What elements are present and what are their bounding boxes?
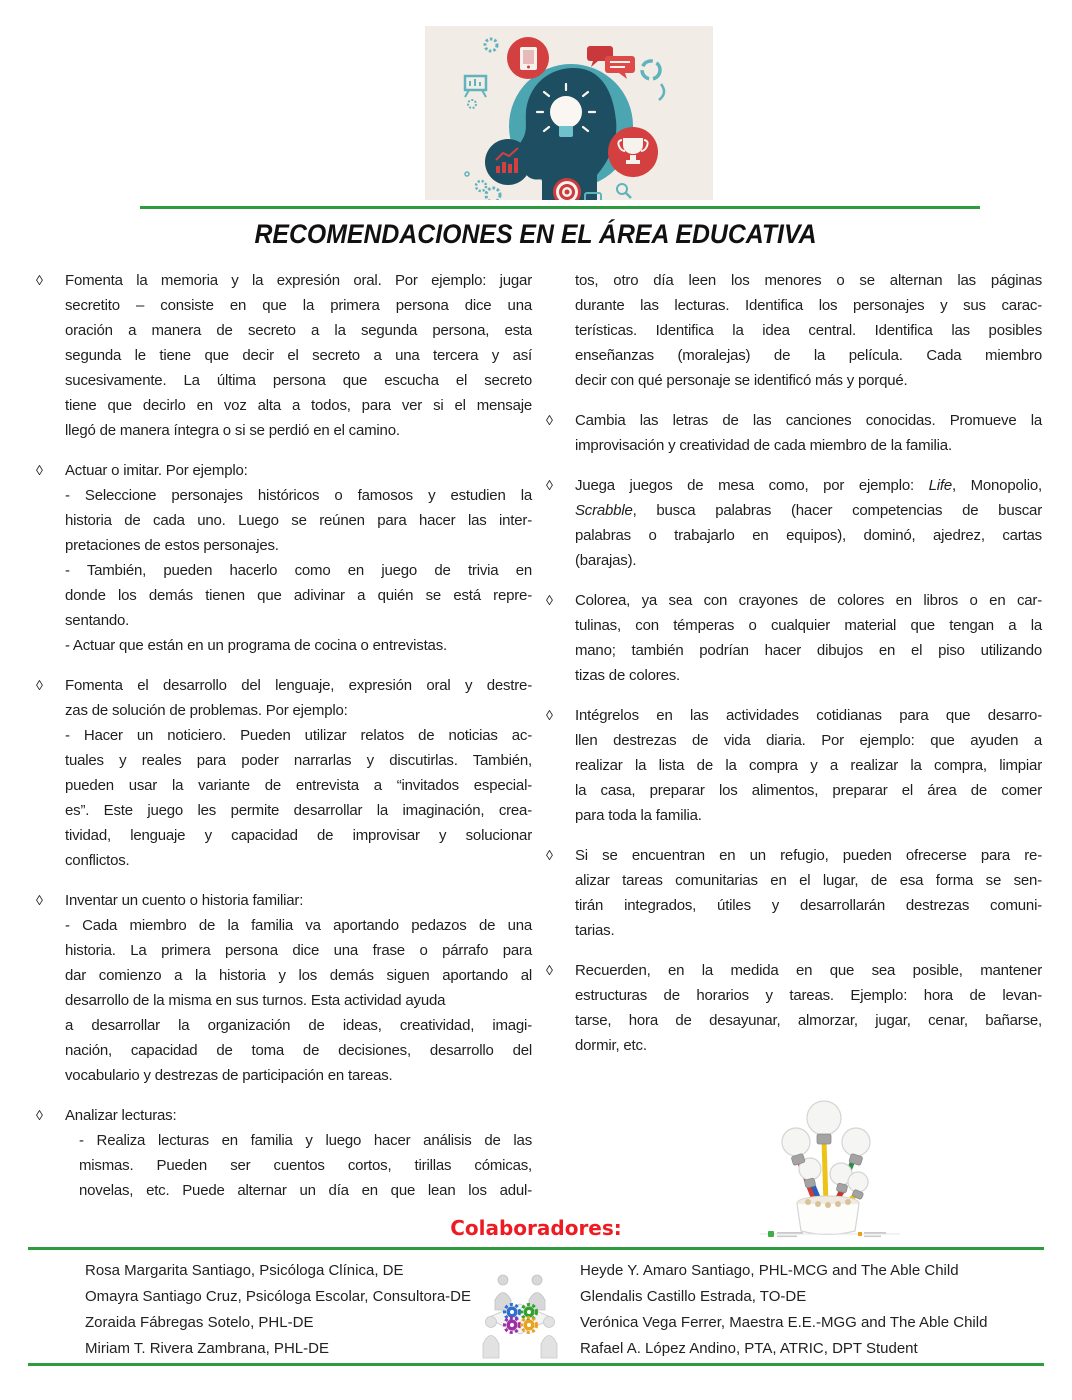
text-line: alizar tareas comunitarias en el lugar, de esa forma se sen- — [575, 872, 1042, 889]
bullet-item — [546, 268, 1042, 393]
diamond-bullet-icon: ◊ — [36, 462, 43, 478]
thinking-head-illustration — [425, 26, 713, 200]
bullet-item — [546, 473, 1042, 573]
text-line: Analizar lecturas: — [65, 1107, 177, 1124]
text-line: llen destrezas de vida diaria. Por ejemplo: que ayuden a — [575, 732, 1042, 749]
text-line: tiene que decirlo en voz alta a todos, para ver si el mensaje — [65, 397, 532, 414]
collaborators-label: Colaboradores: — [450, 1216, 622, 1240]
bullet-item-text — [65, 673, 532, 873]
text-line: novelas, etc. Puede alternar un día en que lean los adul- — [79, 1182, 532, 1199]
text-line: Intégrelos en las actividades cotidianas para que desarro- — [575, 707, 1042, 724]
text-line: a desarrollar la organización de ideas, creatividad, imagi- — [65, 1017, 532, 1034]
text-line: para toda la familia. — [575, 807, 702, 824]
bullet-item — [36, 268, 532, 443]
text-line: durante las lecturas. Identifica los personajes y sus carac- — [575, 297, 1042, 314]
text-line: tos, otro día leen los menores o se alternan las páginas — [575, 272, 1042, 289]
text-line: Colorea, ya sea con crayones de colores en libros o en car- — [575, 592, 1042, 609]
diamond-bullet-icon: ◊ — [36, 1107, 43, 1123]
footer-name: Rafael A. López Andino, PTA, ATRIC, DPT Student — [580, 1340, 918, 1357]
text-line: Actuar o imitar. Por ejemplo: — [65, 462, 248, 479]
diamond-bullet-icon: ◊ — [546, 847, 553, 863]
diamond-bullet-icon: ◊ — [36, 272, 43, 288]
text-line: realizar la lista de la compra y a realizar la compra, limpiar — [575, 757, 1042, 774]
text-line: es”. Este juego les permite desarrollar la imaginación, crea- — [65, 802, 532, 819]
text-line: nación, capacidad de toma de decisiones, desarrollo del — [65, 1042, 532, 1059]
footer-name: Rosa Margarita Santiago, Psicóloga Clínica, DE — [85, 1262, 404, 1279]
bullet-item — [36, 673, 532, 873]
diamond-bullet-icon: ◊ — [36, 892, 43, 908]
bullet-item-text — [575, 588, 1042, 688]
text-line: Recuerden, en la medida en que sea posible, mantener — [575, 962, 1042, 979]
text-line: historia de cada uno. Luego se reúnen para hacer las inter- — [65, 512, 532, 529]
text-line: - Realiza lecturas en familia y luego hacer análisis de las — [79, 1132, 532, 1149]
text-line: dar comienzo a la historia y los demás siguen aportando al — [65, 967, 532, 984]
text-line: Juega juegos de mesa como, por ejemplo: Life, Monopolio, — [575, 477, 1042, 494]
text-line: - Actuar que están en un programa de cocina o entrevistas. — [65, 637, 447, 654]
text-line: - También, pueden hacerlo como en juego de trivia en — [65, 562, 532, 579]
diamond-bullet-icon: ◊ — [546, 592, 553, 608]
bullet-item — [546, 843, 1042, 943]
footer-name: Omayra Santiago Cruz, Psicóloga Escolar, Consultora-DE — [85, 1288, 472, 1305]
footer-top-line — [28, 1247, 1044, 1250]
text-line: Fomenta la memoria y la expresión oral. Por ejemplo: jugar — [65, 272, 532, 289]
left-column — [36, 268, 532, 1218]
text-line: (barajas). — [575, 552, 637, 569]
bullet-item — [36, 458, 532, 658]
text-line: donde los demás tienen que adivinar a quién se está repre- — [65, 587, 532, 604]
right-column — [546, 268, 1042, 1073]
text-line: zas de solución de problemas. Por ejemplo: — [65, 702, 348, 719]
bullet-item-text — [65, 1103, 532, 1203]
bullet-item-text — [575, 843, 1042, 943]
footer-names-left — [85, 1262, 485, 1366]
text-line: sentando. — [65, 612, 130, 629]
text-line: enseñanzas (moralejas) de la película. Cada miembro — [575, 347, 1042, 364]
text-line: - Hacer un noticiero. Pueden utilizar relatos de noticias ac- — [65, 727, 532, 744]
diamond-bullet-icon: ◊ — [36, 677, 43, 693]
footer-name: Verónica Vega Ferrer, Maestra E.E.-MGG and The Able Child — [580, 1314, 988, 1331]
text-line: conflictos. — [65, 852, 130, 869]
bullet-item — [546, 958, 1042, 1058]
thinking-head-illustration-svg — [425, 26, 713, 200]
text-line: llegó de manera íntegra o si se perdió en el camino. — [65, 422, 400, 439]
page-title: RECOMENDACIONES EN EL ÁREA EDUCATIVA — [254, 219, 818, 249]
diamond-bullet-icon: ◊ — [546, 412, 553, 428]
bullet-item-text — [65, 458, 532, 658]
bullet-item-text — [65, 888, 532, 1088]
text-line: estructuras de horarios y tareas. Ejemplo: hora de levan- — [575, 987, 1042, 1004]
text-line: mano; también podrían hacer dibujos en el piso utilizando — [575, 642, 1042, 659]
diamond-bullet-icon: ◊ — [546, 477, 553, 493]
text-line: - Cada miembro de la familia va aportando pedazos de una — [65, 917, 532, 934]
bullet-item-text — [575, 473, 1042, 573]
diamond-bullet-icon — [546, 268, 575, 393]
text-line: tizas de colores. — [575, 667, 680, 684]
bullet-item-text — [575, 268, 1042, 393]
lightbulbs-illustration — [760, 1085, 905, 1235]
text-line: tarias. — [575, 922, 615, 939]
text-line: historia. La primera persona dice una frase o párrafo para — [65, 942, 532, 959]
text-line: tulinas, con témperas o cualquier material que tengan a la — [575, 617, 1042, 634]
footer-name: Glendalis Castillo Estrada, TO-DE — [580, 1288, 807, 1305]
text-line: la casa, preparar los alimentos, preparar el área de comer — [575, 782, 1042, 799]
bullet-item — [36, 888, 532, 1088]
text-line: oración a manera de secreto a la segunda persona, esta — [65, 322, 532, 339]
text-line: sucesivamente. La última persona que escucha el secreto — [65, 372, 532, 389]
footer-bottom-line — [28, 1363, 1044, 1366]
text-line: mismas. Pueden ser cuentos cortos, tirillas cómicas, — [79, 1157, 532, 1174]
bullet-item-text — [575, 408, 1042, 458]
text-line: tividad, lenguaje y capacidad de improvisar y solucionar — [65, 827, 532, 844]
bullet-item-text — [65, 268, 532, 443]
bullet-item — [546, 408, 1042, 458]
text-line: improvisación y creatividad de cada miembro de la familia. — [575, 437, 952, 454]
text-line: Inventar un cuento o historia familiar: — [65, 892, 304, 909]
text-line: Fomenta el desarrollo del lenguaje, expresión oral y destre- — [65, 677, 532, 694]
text-line: - Seleccione personajes históricos o famosos y estudien la — [65, 487, 532, 504]
text-line: tirán integrados, útiles y desarrollarán destrezas comuni- — [575, 897, 1042, 914]
diamond-bullet-icon: ◊ — [546, 707, 553, 723]
bullet-item — [36, 1103, 532, 1203]
bullet-item — [546, 703, 1042, 828]
top-divider-line — [140, 206, 980, 209]
teamwork-gears-illustration — [477, 1270, 563, 1360]
text-line: pueden usar la variante de entrevista a “invitados especial- — [65, 777, 532, 794]
bullet-item-text — [575, 703, 1042, 828]
text-line: pretaciones de estos personajes. — [65, 537, 279, 554]
diamond-bullet-icon: ◊ — [546, 962, 553, 978]
text-line: desarrollo de la misma en sus turnos. Esta actividad ayuda — [65, 992, 446, 1009]
bullet-item-text — [575, 958, 1042, 1058]
bullet-item — [546, 588, 1042, 688]
text-line: decir con qué personaje se identificó más y porqué. — [575, 372, 908, 389]
text-line: tuales y reales para poder narrarlas y discutirlas. También, — [65, 752, 532, 769]
text-line: Scrabble, busca palabras (hacer competencias de buscar — [575, 502, 1042, 519]
footer-name: Heyde Y. Amaro Santiago, PHL-MCG and The Able Child — [580, 1262, 959, 1279]
text-line: tarse, hora de desayunar, almorzar, jugar, cenar, bañarse, — [575, 1012, 1042, 1029]
text-line: Si se encuentran en un refugio, pueden ofrecerse para re- — [575, 847, 1042, 864]
teamwork-gears-illustration-svg — [477, 1270, 563, 1360]
footer-name: Zoraida Fábregas Sotelo, PHL-DE — [85, 1314, 314, 1331]
text-line: vocabulario y destrezas de participación en tareas. — [65, 1067, 393, 1084]
text-line: palabras o trabajarlo en equipos), dominó, ajedrez, cartas — [575, 527, 1042, 544]
text-line: terísticas. Identifica la idea central. Identifica las posibles — [575, 322, 1042, 339]
text-line: Cambia las letras de las canciones conocidas. Promueve la — [575, 412, 1042, 429]
text-line: dormir, etc. — [575, 1037, 647, 1054]
footer-name: Miriam T. Rivera Zambrana, PHL-DE — [85, 1340, 329, 1357]
text-line: secretito – consiste en que la primera persona dice una — [65, 297, 532, 314]
text-line: segunda le tiene que decir el secreto a una tercera y así — [65, 347, 532, 364]
footer-names-right — [580, 1262, 1050, 1366]
